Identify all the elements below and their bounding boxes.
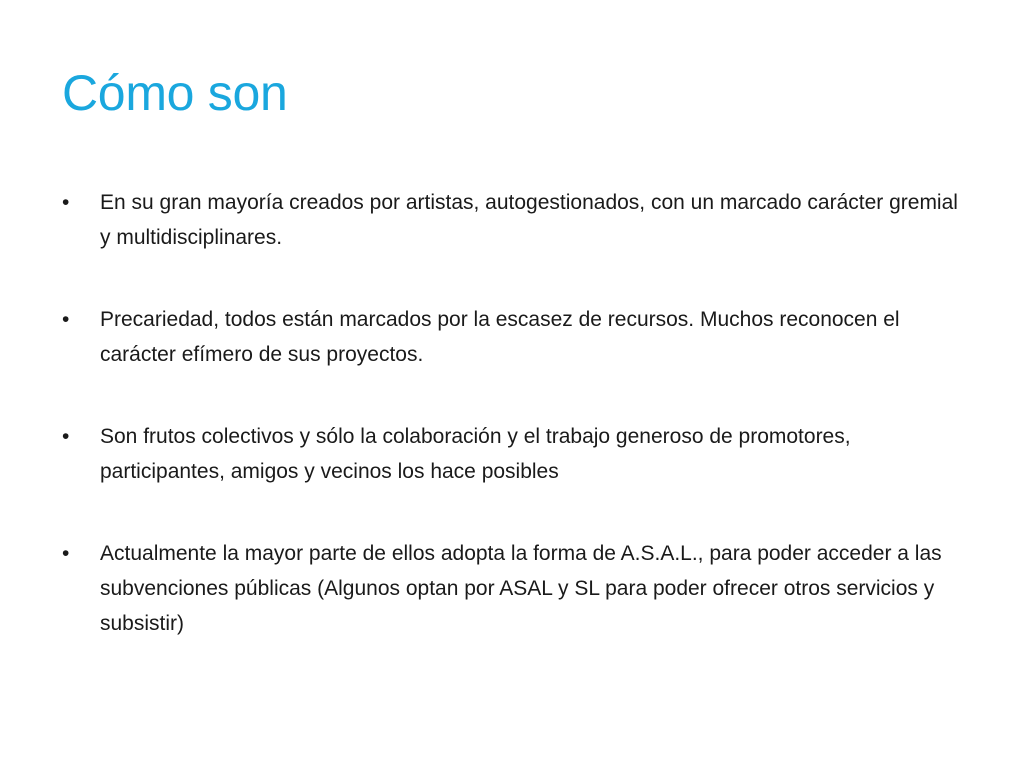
list-item: [62, 419, 962, 489]
bullet-text: En su gran mayoría creados por artistas, autogestionados, con un marcado carácter gremial y multidisciplinares.: [100, 191, 958, 249]
bullet-text: Actualmente la mayor parte de ellos adopta la forma de A.S.A.L., para poder acceder a las subvenciones públicas (Algunos optan por ASAL y SL para poder ofrecer otros servicios y subsistir): [100, 542, 942, 635]
bullet-icon: •: [62, 542, 70, 565]
bullet-icon: •: [62, 308, 70, 331]
list-item: [62, 536, 962, 641]
list-item: [62, 302, 962, 372]
bullet-icon: •: [62, 191, 70, 214]
bullet-text: Son frutos colectivos y sólo la colaboración y el trabajo generoso de promotores, participantes, amigos y vecinos los hace posibles: [100, 425, 851, 483]
bullet-text: Precariedad, todos están marcados por la escasez de recursos. Muchos reconocen el carácter efímero de sus proyectos.: [100, 308, 900, 366]
list-item: [62, 185, 962, 255]
bullet-icon: •: [62, 425, 70, 448]
slide-title: Cómo son: [62, 65, 288, 121]
bullet-list: [62, 185, 962, 641]
